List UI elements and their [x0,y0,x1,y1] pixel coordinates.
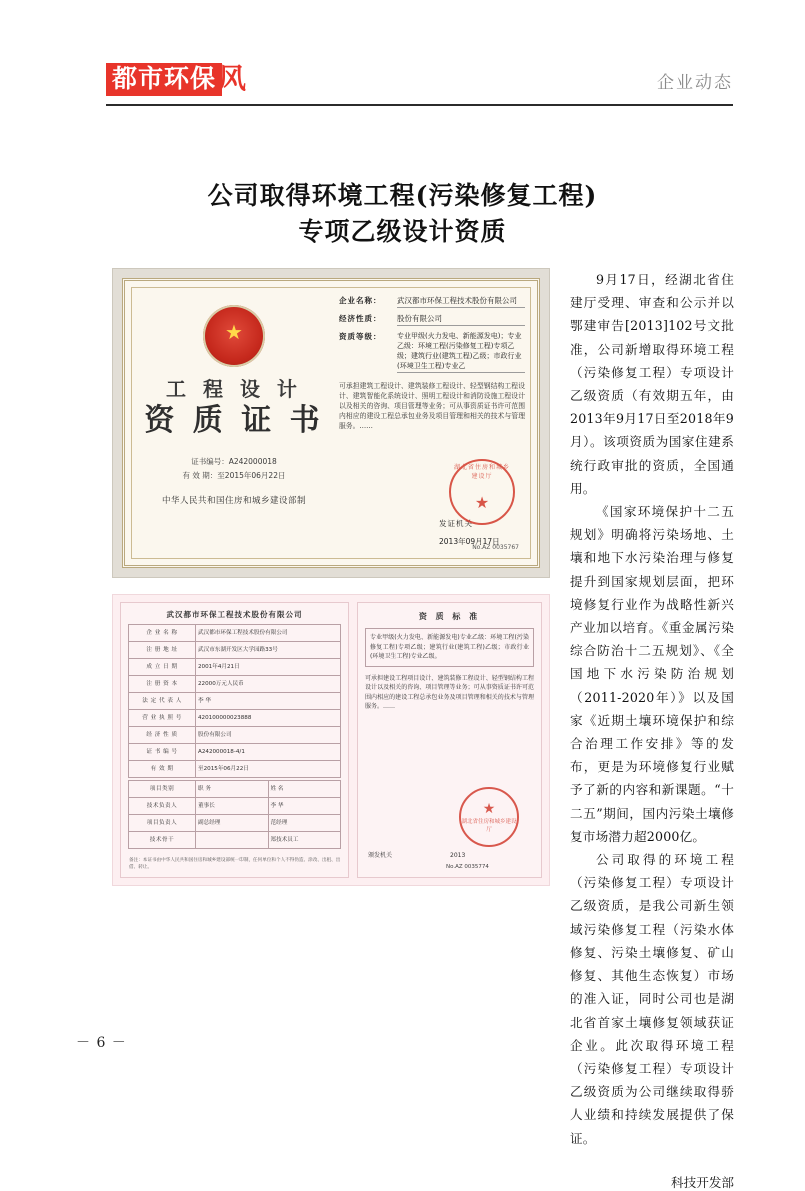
national-emblem-icon [203,305,265,367]
article-signature: 科技开发部 [671,1174,734,1190]
row-value: A242000018-4/1 [196,744,341,761]
row-value: 420100000023888 [196,710,341,727]
publication-logo [106,62,248,96]
certificate-issue-date: 2013年09月17日 [439,537,500,546]
row-key: 经 济 性 质 [129,727,196,744]
certificate-serial: No.AZ 0035767 [472,544,519,551]
table-row [129,761,341,778]
article-paragraph: 9月17日，经湖北省住建厅受理、审查和公示并以鄂建审告[2013]102号文批准，公司新增取得环境工程（污染修复工程）专项设计乙级资质（有效期五年，由2013年9月17日至2018年9月）。该项资质为国家住建系统行政审批的资质，全国通用。 [570,272,734,496]
table-row [129,815,341,832]
row-key: 注 册 资 本 [129,676,196,693]
certificate-left-panel [135,291,333,555]
form-sheet-left [120,602,349,878]
certificate-forms-photo [112,594,550,886]
staff-col-3: 姓 名 [268,781,341,798]
form-left-title: 武汉都市环保工程技术股份有限公司 [166,610,303,619]
certificate-number-value: A242000018 [228,456,277,466]
article-title-line-2: 专项乙级设计资质 [298,217,507,246]
table-row [129,832,341,849]
table-row [129,710,341,727]
certificate-issuer: 中华人民共和国住房和城乡建设部制 [161,495,306,506]
certificate-number-line [135,455,333,468]
section-label: 企业动态 [657,73,733,93]
form-right-issuer-label: 颁发机关 [368,852,393,859]
qualification-scope-text: 可承担建设工程项目设计、建筑装修工程设计、轻型钢结构工程设计以及相关的咨询、项目管理等业务；可从事资质证书许可范围内相应的建设工程总承包业务及项目管理和相关的技术与管理服务。…… [365,674,534,710]
article-title-line-1: 公司取得环境工程(污染修复工程) [207,181,598,210]
table-row [129,798,341,815]
form-right-issue-year: 2013 [450,852,466,859]
table-row [129,642,341,659]
logo-mark-char: 风 [218,62,247,95]
field-label: 经济性质： [339,314,382,323]
certificate-valid-label: 有 效 期： [182,470,218,480]
table-row [129,676,341,693]
field-value: 股份有限公司 [397,313,525,326]
logo-wordmark: 都市环保 [106,63,222,96]
staff-cell: 项目负责人 [129,815,196,832]
page-number: － 6 － [76,1035,127,1051]
row-key: 法 定 代 表 人 [129,693,196,710]
figure-column [112,268,556,870]
staff-cell: 范经理 [268,815,341,832]
staff-col-1: 项目类别 [129,781,196,798]
staff-cell [196,832,269,849]
staff-cell: 技术骨干 [129,832,196,849]
article-paragraph: 公司取得的环境工程（污染修复工程）专项设计乙级资质，是我公司新生领域污染修复工程（污染水体修复、污染土壤修复、矿山修复、其他生态恢复）市场的准入证，同时公司也是湖北省首家土壤修复领域获证企业。此次取得环境工程（污染修复工程）专项设计乙级资质为公司继续取得骄人业绩和持续发展提供了保证。 [570,852,734,1146]
certificate-photo [112,268,550,578]
field-value: 武汉都市环保工程技术股份有限公司 [397,295,525,308]
row-key: 注 册 地 址 [129,642,196,659]
form-sheet-right [357,602,542,878]
certificate-right-panel [339,295,525,555]
table-row [129,727,341,744]
official-seal-icon [459,787,519,847]
certificate-valid-line [135,469,333,482]
certificate-title-top: 工 程 设 计 [166,377,302,401]
certificate-field-row [339,295,525,308]
qualification-scope-box: 专业甲级(火力发电、新能源发电)专业乙级：环境工程(污染修复工程)专项乙级；建筑行业(建筑工程)乙级；市政行业(环境卫生工程)专业乙级。 [365,628,534,667]
table-header-row [129,781,341,798]
staff-cell: 技术负责人 [129,798,196,815]
row-key: 营 业 执 照 号 [129,710,196,727]
article-title [72,178,733,250]
certificate-document [122,278,540,568]
row-value: 2001年4月21日 [196,659,341,676]
logo-brush-icon [218,62,248,96]
row-value: 22000万元人民币 [196,676,341,693]
table-row [129,693,341,710]
page-header [72,62,733,108]
form-right-serial: No.AZ 0035774 [446,864,489,870]
row-key: 有 效 期 [129,761,196,778]
staff-col-2: 职 务 [196,781,269,798]
company-info-table [128,624,341,778]
staff-cell: 郑技术员工 [268,832,341,849]
row-value: 武汉市东湖开发区大学园路33号 [196,642,341,659]
certificate-issue-label: 发证机关 [439,519,473,528]
article-paragraph: 《国家环境保护十二五规划》明确将污染场地、土壤和地下水污染治理与修复提升到国家规划层面，把环境修复行业作为战略性新兴产业加以培育。《重金属污染综合防治十二五规划》、《全国地下水污染防治规划（2011-2020年）》以及国家《近期土壤环境保护和综合治理工作安排》等的发布，更是为环境修复行业赋予了新的内容和新课题。“十二五”期间，国内污染土壤修复市场潜力超2000亿。 [570,504,734,844]
row-value: 武汉都市环保工程技术股份有限公司 [196,625,341,642]
row-value: 李 华 [196,693,341,710]
certificate-body-text: 可承担建筑工程设计、建筑装修工程设计、轻型钢结构工程设计、建筑智能化系统设计、照明工程设计和消防设施工程设计以及相关的咨询、项目管理等业务；可从事资质证书许可范围内相应的建设工程总承包业务及项目管理和相关的技术与管理服务。…… [339,382,525,430]
row-value: 股份有限公司 [196,727,341,744]
table-row [129,659,341,676]
seal-star-icon: ★ [482,801,496,817]
table-row [129,744,341,761]
field-label: 资质等级： [339,332,382,341]
row-key: 企 业 名 称 [129,625,196,642]
form-left-note: 备注：本证书由中华人民共和国住房和城乡建设部统一印制，任何单位和个人不得伪造、涂改、出租、出借、转让。 [129,858,341,870]
certificate-field-row [339,313,525,326]
official-seal-icon [449,459,515,525]
article-text-column [570,268,734,1191]
certificate-number-label: 证书编号： [191,456,229,466]
seal-star-icon: ★ [474,493,490,512]
field-value: 专业甲级(火力发电、新能源发电)；专业乙级：环境工程(污染修复工程)专项乙级；建筑行业(建筑工程)乙级；市政行业(环境卫生工程)专业乙 [397,331,525,373]
field-label: 企业名称： [339,296,382,305]
seal-text: 湖北省住房和城乡建设厅 [461,819,517,833]
certificate-field-row [339,331,525,373]
staff-table [128,780,341,849]
row-key: 成 立 日 期 [129,659,196,676]
header-divider [106,104,733,106]
seal-text: 湖北省住房和城乡建设厅 [453,464,510,480]
row-key: 证 书 编 号 [129,744,196,761]
certificate-title-main: 资 质 证 书 [144,403,324,438]
staff-cell: 董事长 [196,798,269,815]
table-row [129,625,341,642]
emblem-star-icon: ★ [225,320,243,345]
row-value: 至2015年06月22日 [196,761,341,778]
certificate-valid-value: 至2015年06月22日 [217,470,286,480]
form-right-title: 资 质 标 准 [418,612,481,621]
staff-cell: 副总经理 [196,815,269,832]
staff-cell: 李 华 [268,798,341,815]
